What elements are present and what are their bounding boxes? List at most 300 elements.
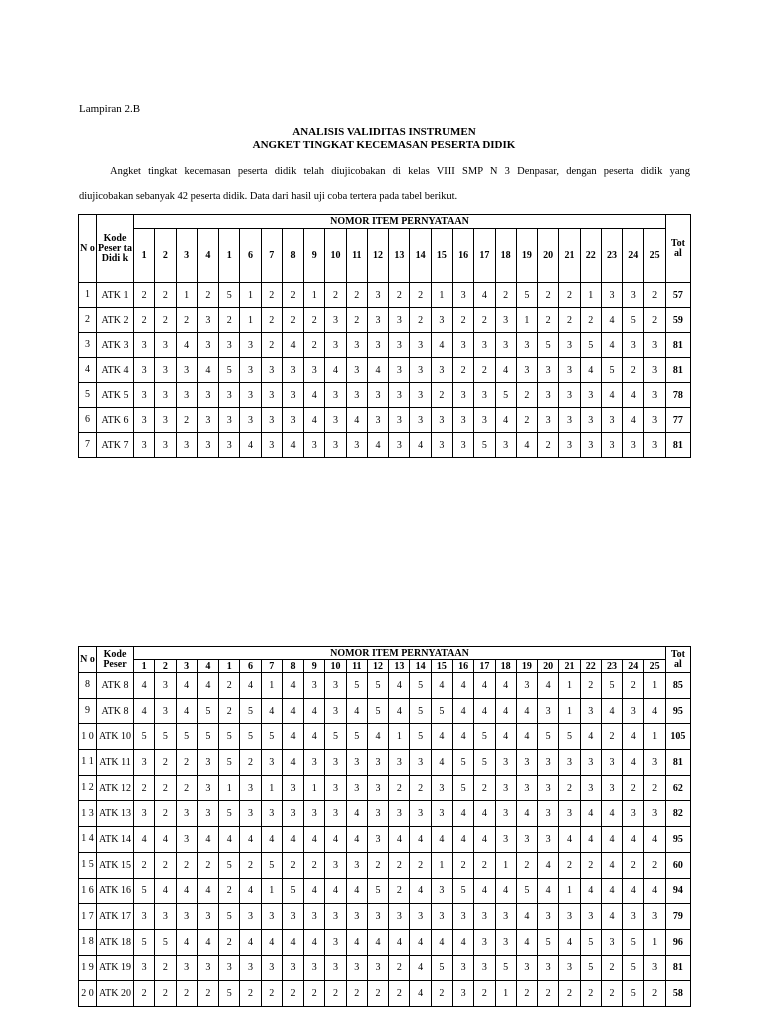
score-cell: 5: [538, 333, 559, 358]
score-cell: 4: [282, 673, 303, 699]
score-cell: 3: [325, 955, 346, 981]
score-cell: 3: [197, 333, 218, 358]
score-cell: 3: [261, 801, 282, 827]
score-cell: 4: [282, 827, 303, 853]
score-cell: 1: [304, 775, 325, 801]
score-cell: 5: [623, 308, 644, 333]
score-cell: 2: [176, 308, 197, 333]
score-cell: 3: [389, 433, 410, 458]
score-cell: 5: [601, 358, 622, 383]
score-cell: 1: [219, 775, 240, 801]
score-cell: 4: [474, 801, 495, 827]
table-row: [79, 333, 691, 358]
score-cell: 2: [219, 308, 240, 333]
score-cell: 4: [601, 333, 622, 358]
score-cell: 2: [580, 981, 601, 1007]
score-cell: 3: [495, 904, 516, 930]
score-cell: 3: [474, 929, 495, 955]
score-cell: 3: [176, 955, 197, 981]
score-cell: 3: [134, 333, 155, 358]
score-cell: 3: [240, 333, 261, 358]
score-cell: 1: [559, 878, 580, 904]
row-kode: ATK 11: [97, 750, 134, 776]
score-cell: 3: [176, 358, 197, 383]
score-cell: 3: [282, 358, 303, 383]
score-cell: 5: [474, 750, 495, 776]
score-cell: 3: [346, 358, 367, 383]
header-item-number: 7: [261, 660, 282, 673]
row-total: 62: [665, 775, 690, 801]
score-cell: 3: [240, 775, 261, 801]
score-cell: 2: [601, 981, 622, 1007]
score-cell: 4: [304, 724, 325, 750]
score-cell: 4: [431, 724, 452, 750]
score-cell: 5: [431, 698, 452, 724]
score-cell: 3: [155, 904, 176, 930]
score-cell: 4: [452, 827, 473, 853]
score-cell: 3: [155, 333, 176, 358]
header-item-number: 12: [367, 660, 388, 673]
score-cell: 2: [538, 308, 559, 333]
score-cell: 4: [367, 433, 388, 458]
score-cell: 4: [240, 878, 261, 904]
score-cell: 3: [197, 408, 218, 433]
score-cell: 3: [240, 358, 261, 383]
score-cell: 4: [601, 904, 622, 930]
score-cell: 4: [431, 827, 452, 853]
score-cell: 3: [176, 383, 197, 408]
score-cell: 3: [538, 408, 559, 433]
header-item-number: 16: [452, 229, 473, 283]
score-cell: 2: [559, 775, 580, 801]
score-cell: 4: [538, 673, 559, 699]
score-cell: 3: [516, 333, 537, 358]
score-cell: 3: [580, 433, 601, 458]
document-title: ANALISIS VALIDITAS INSTRUMEN: [292, 126, 476, 138]
score-cell: 2: [623, 673, 644, 699]
score-cell: 3: [219, 333, 240, 358]
row-no: 2 0: [79, 981, 97, 1007]
score-cell: 4: [538, 878, 559, 904]
score-cell: 5: [197, 724, 218, 750]
score-cell: 3: [346, 333, 367, 358]
score-cell: 3: [155, 433, 176, 458]
header-item-number: 1: [219, 660, 240, 673]
score-cell: 2: [410, 775, 431, 801]
score-cell: 3: [410, 358, 431, 383]
validity-table-1: [78, 214, 691, 458]
score-cell: 2: [176, 852, 197, 878]
header-item-number: 11: [346, 660, 367, 673]
header-no: N o: [79, 215, 97, 283]
score-cell: 4: [644, 698, 666, 724]
score-cell: 3: [431, 775, 452, 801]
score-cell: 2: [452, 358, 473, 383]
score-cell: 3: [644, 433, 666, 458]
score-cell: 4: [219, 827, 240, 853]
score-cell: 5: [197, 698, 218, 724]
score-cell: 4: [282, 724, 303, 750]
score-cell: 4: [452, 673, 473, 699]
score-cell: 3: [516, 750, 537, 776]
score-cell: 3: [580, 750, 601, 776]
header-item-number: 16: [452, 660, 473, 673]
score-cell: 4: [580, 724, 601, 750]
score-cell: 3: [325, 801, 346, 827]
score-cell: 3: [389, 750, 410, 776]
row-kode: ATK 5: [97, 383, 134, 408]
score-cell: 5: [601, 673, 622, 699]
score-cell: 5: [240, 724, 261, 750]
score-cell: 4: [516, 929, 537, 955]
score-cell: 3: [176, 801, 197, 827]
score-cell: 2: [559, 308, 580, 333]
score-cell: 3: [219, 433, 240, 458]
score-cell: 4: [601, 827, 622, 853]
lampiran-label: Lampiran 2.B: [79, 103, 141, 115]
header-item-number: 8: [282, 660, 303, 673]
row-no: 1 7: [79, 904, 97, 930]
row-kode: ATK 7: [97, 433, 134, 458]
score-cell: 3: [367, 750, 388, 776]
score-cell: 2: [623, 358, 644, 383]
header-item-number: 23: [601, 660, 622, 673]
score-cell: 3: [389, 801, 410, 827]
row-kode: ATK 8: [97, 698, 134, 724]
score-cell: 2: [538, 433, 559, 458]
table-row: [79, 929, 691, 955]
table-row: [79, 724, 691, 750]
score-cell: 4: [304, 929, 325, 955]
score-cell: 3: [325, 750, 346, 776]
score-cell: 3: [134, 904, 155, 930]
row-no: 1 8: [79, 929, 97, 955]
score-cell: 3: [240, 383, 261, 408]
header-no: N o: [79, 647, 97, 673]
score-cell: 4: [452, 929, 473, 955]
score-cell: 4: [282, 750, 303, 776]
score-cell: 2: [134, 283, 155, 308]
score-cell: 3: [431, 433, 452, 458]
score-cell: 3: [601, 929, 622, 955]
table-row: [79, 981, 691, 1007]
score-cell: 3: [197, 775, 218, 801]
score-cell: 2: [389, 981, 410, 1007]
score-cell: 4: [346, 929, 367, 955]
score-cell: 5: [452, 878, 473, 904]
score-cell: 2: [176, 981, 197, 1007]
header-item-number: 6: [240, 660, 261, 673]
score-cell: 2: [304, 308, 325, 333]
intro-paragraph-line2: diujicobakan sebanyak 42 peserta didik. Data dari hasil uji coba tertera pada tabel berikut.: [79, 191, 458, 202]
header-item-number: 22: [580, 229, 601, 283]
score-cell: 3: [495, 750, 516, 776]
score-cell: 5: [410, 673, 431, 699]
score-cell: 3: [325, 673, 346, 699]
score-cell: 2: [155, 852, 176, 878]
table-row: [79, 433, 691, 458]
score-cell: 2: [431, 981, 452, 1007]
table-row: [79, 673, 691, 699]
header-item-number: 3: [176, 229, 197, 283]
header-item-number: 20: [538, 229, 559, 283]
score-cell: 3: [495, 929, 516, 955]
score-cell: 4: [516, 801, 537, 827]
score-cell: 4: [538, 852, 559, 878]
score-cell: 3: [325, 698, 346, 724]
score-cell: 3: [495, 827, 516, 853]
score-cell: 4: [431, 929, 452, 955]
score-cell: 3: [134, 801, 155, 827]
score-cell: 3: [559, 383, 580, 408]
score-cell: 3: [580, 408, 601, 433]
score-cell: 4: [197, 673, 218, 699]
score-cell: 4: [559, 929, 580, 955]
score-cell: 3: [261, 904, 282, 930]
score-cell: 4: [474, 283, 495, 308]
score-cell: 2: [155, 308, 176, 333]
header-item-number: 6: [240, 229, 261, 283]
row-total: 81: [665, 433, 690, 458]
score-cell: 5: [219, 358, 240, 383]
row-no: 1 5: [79, 852, 97, 878]
score-cell: 3: [601, 775, 622, 801]
score-cell: 3: [197, 383, 218, 408]
score-cell: 3: [134, 383, 155, 408]
score-cell: 4: [410, 955, 431, 981]
score-cell: 3: [261, 408, 282, 433]
score-cell: 4: [516, 433, 537, 458]
score-cell: 4: [431, 750, 452, 776]
score-cell: 3: [538, 955, 559, 981]
score-cell: 2: [389, 878, 410, 904]
score-cell: 5: [410, 724, 431, 750]
score-cell: 2: [155, 801, 176, 827]
score-cell: 3: [538, 801, 559, 827]
table-row: [79, 801, 691, 827]
score-cell: 3: [367, 904, 388, 930]
score-cell: 1: [240, 283, 261, 308]
score-cell: 3: [431, 358, 452, 383]
row-total: 77: [665, 408, 690, 433]
score-cell: 1: [431, 283, 452, 308]
score-cell: 3: [197, 801, 218, 827]
score-cell: 2: [261, 981, 282, 1007]
score-cell: 1: [304, 283, 325, 308]
score-cell: 3: [580, 775, 601, 801]
score-cell: 1: [495, 981, 516, 1007]
score-cell: 4: [261, 929, 282, 955]
score-cell: 2: [155, 955, 176, 981]
score-cell: 5: [516, 878, 537, 904]
row-kode: ATK 12: [97, 775, 134, 801]
score-cell: 3: [261, 955, 282, 981]
score-cell: 5: [516, 283, 537, 308]
score-cell: 2: [623, 852, 644, 878]
score-cell: 3: [325, 383, 346, 408]
score-cell: 4: [346, 408, 367, 433]
score-cell: 3: [304, 358, 325, 383]
score-cell: 5: [559, 724, 580, 750]
row-kode: ATK 4: [97, 358, 134, 383]
header-item-number: 1: [219, 229, 240, 283]
score-cell: 3: [367, 775, 388, 801]
row-total: 94: [665, 878, 690, 904]
header-item-number: 13: [389, 660, 410, 673]
score-cell: 4: [580, 827, 601, 853]
row-kode: ATK 20: [97, 981, 134, 1007]
score-cell: 3: [134, 433, 155, 458]
score-cell: 3: [155, 408, 176, 433]
score-cell: 2: [325, 283, 346, 308]
score-cell: 4: [452, 801, 473, 827]
score-cell: 2: [580, 673, 601, 699]
row-no: 1: [79, 283, 97, 308]
score-cell: 4: [623, 724, 644, 750]
table-row: [79, 852, 691, 878]
score-cell: 4: [346, 827, 367, 853]
score-cell: 4: [623, 827, 644, 853]
score-cell: 3: [431, 308, 452, 333]
score-cell: 5: [219, 283, 240, 308]
row-no: 2: [79, 308, 97, 333]
score-cell: 2: [176, 775, 197, 801]
score-cell: 3: [389, 408, 410, 433]
score-cell: 4: [367, 929, 388, 955]
score-cell: 2: [304, 852, 325, 878]
score-cell: 4: [304, 383, 325, 408]
score-cell: 4: [304, 827, 325, 853]
header-item-number: 17: [474, 229, 495, 283]
score-cell: 4: [304, 698, 325, 724]
header-item-number: 9: [304, 660, 325, 673]
score-cell: 2: [155, 981, 176, 1007]
score-cell: 3: [346, 904, 367, 930]
score-cell: 2: [474, 852, 495, 878]
score-cell: 4: [516, 724, 537, 750]
score-cell: 2: [176, 750, 197, 776]
row-no: 1 2: [79, 775, 97, 801]
header-kode: Kode Peser: [97, 647, 134, 673]
score-cell: 3: [389, 308, 410, 333]
score-cell: 5: [219, 981, 240, 1007]
score-cell: 4: [261, 698, 282, 724]
row-kode: ATK 10: [97, 724, 134, 750]
row-no: 5: [79, 383, 97, 408]
score-cell: 3: [559, 358, 580, 383]
score-cell: 5: [623, 981, 644, 1007]
score-cell: 4: [240, 433, 261, 458]
row-total: 95: [665, 827, 690, 853]
score-cell: 3: [410, 904, 431, 930]
score-cell: 5: [219, 801, 240, 827]
row-no: 1 1: [79, 750, 97, 776]
score-cell: 4: [623, 750, 644, 776]
header-nomor-item: NOMOR ITEM PERNYATAAN: [134, 215, 666, 229]
score-cell: 1: [240, 308, 261, 333]
score-cell: 3: [367, 827, 388, 853]
score-cell: 4: [410, 981, 431, 1007]
score-cell: 5: [367, 698, 388, 724]
row-total: 96: [665, 929, 690, 955]
score-cell: 3: [304, 433, 325, 458]
score-cell: 3: [346, 955, 367, 981]
score-cell: 2: [580, 852, 601, 878]
score-cell: 4: [474, 878, 495, 904]
row-total: 57: [665, 283, 690, 308]
score-cell: 4: [410, 827, 431, 853]
score-cell: 3: [240, 408, 261, 433]
score-cell: 3: [304, 801, 325, 827]
score-cell: 3: [176, 904, 197, 930]
score-cell: 4: [367, 358, 388, 383]
score-cell: 1: [261, 673, 282, 699]
header-item-number: 13: [389, 229, 410, 283]
score-cell: 3: [240, 904, 261, 930]
score-cell: 1: [261, 775, 282, 801]
score-cell: 1: [176, 283, 197, 308]
header-item-number: 2: [155, 229, 176, 283]
score-cell: 5: [219, 724, 240, 750]
score-cell: 4: [389, 673, 410, 699]
score-cell: 5: [580, 929, 601, 955]
score-cell: 4: [644, 878, 666, 904]
score-cell: 3: [197, 433, 218, 458]
score-cell: 3: [367, 955, 388, 981]
score-cell: 3: [304, 750, 325, 776]
score-cell: 4: [601, 308, 622, 333]
score-cell: 5: [134, 929, 155, 955]
score-cell: 2: [134, 852, 155, 878]
score-cell: 3: [197, 955, 218, 981]
table-row: [79, 955, 691, 981]
score-cell: 3: [410, 801, 431, 827]
score-cell: 1: [580, 283, 601, 308]
score-cell: 5: [495, 955, 516, 981]
score-cell: 1: [516, 308, 537, 333]
score-cell: 3: [346, 852, 367, 878]
header-item-number: 19: [516, 229, 537, 283]
score-cell: 4: [474, 827, 495, 853]
score-cell: 1: [261, 878, 282, 904]
score-cell: 4: [325, 358, 346, 383]
row-total: 59: [665, 308, 690, 333]
table-row: [79, 904, 691, 930]
score-cell: 3: [367, 383, 388, 408]
score-cell: 5: [410, 698, 431, 724]
score-cell: 4: [389, 827, 410, 853]
score-cell: 3: [580, 904, 601, 930]
row-kode: ATK 14: [97, 827, 134, 853]
score-cell: 2: [219, 673, 240, 699]
score-cell: 3: [219, 955, 240, 981]
score-cell: 4: [346, 698, 367, 724]
score-cell: 3: [644, 904, 666, 930]
row-kode: ATK 13: [97, 801, 134, 827]
score-cell: 2: [452, 308, 473, 333]
score-cell: 3: [516, 673, 537, 699]
score-cell: 3: [644, 955, 666, 981]
score-cell: 2: [559, 283, 580, 308]
score-cell: 5: [325, 724, 346, 750]
row-total: 60: [665, 852, 690, 878]
score-cell: 4: [559, 827, 580, 853]
score-cell: 2: [474, 981, 495, 1007]
row-kode: ATK 17: [97, 904, 134, 930]
score-cell: 3: [559, 433, 580, 458]
score-cell: 3: [431, 408, 452, 433]
score-cell: 4: [644, 827, 666, 853]
